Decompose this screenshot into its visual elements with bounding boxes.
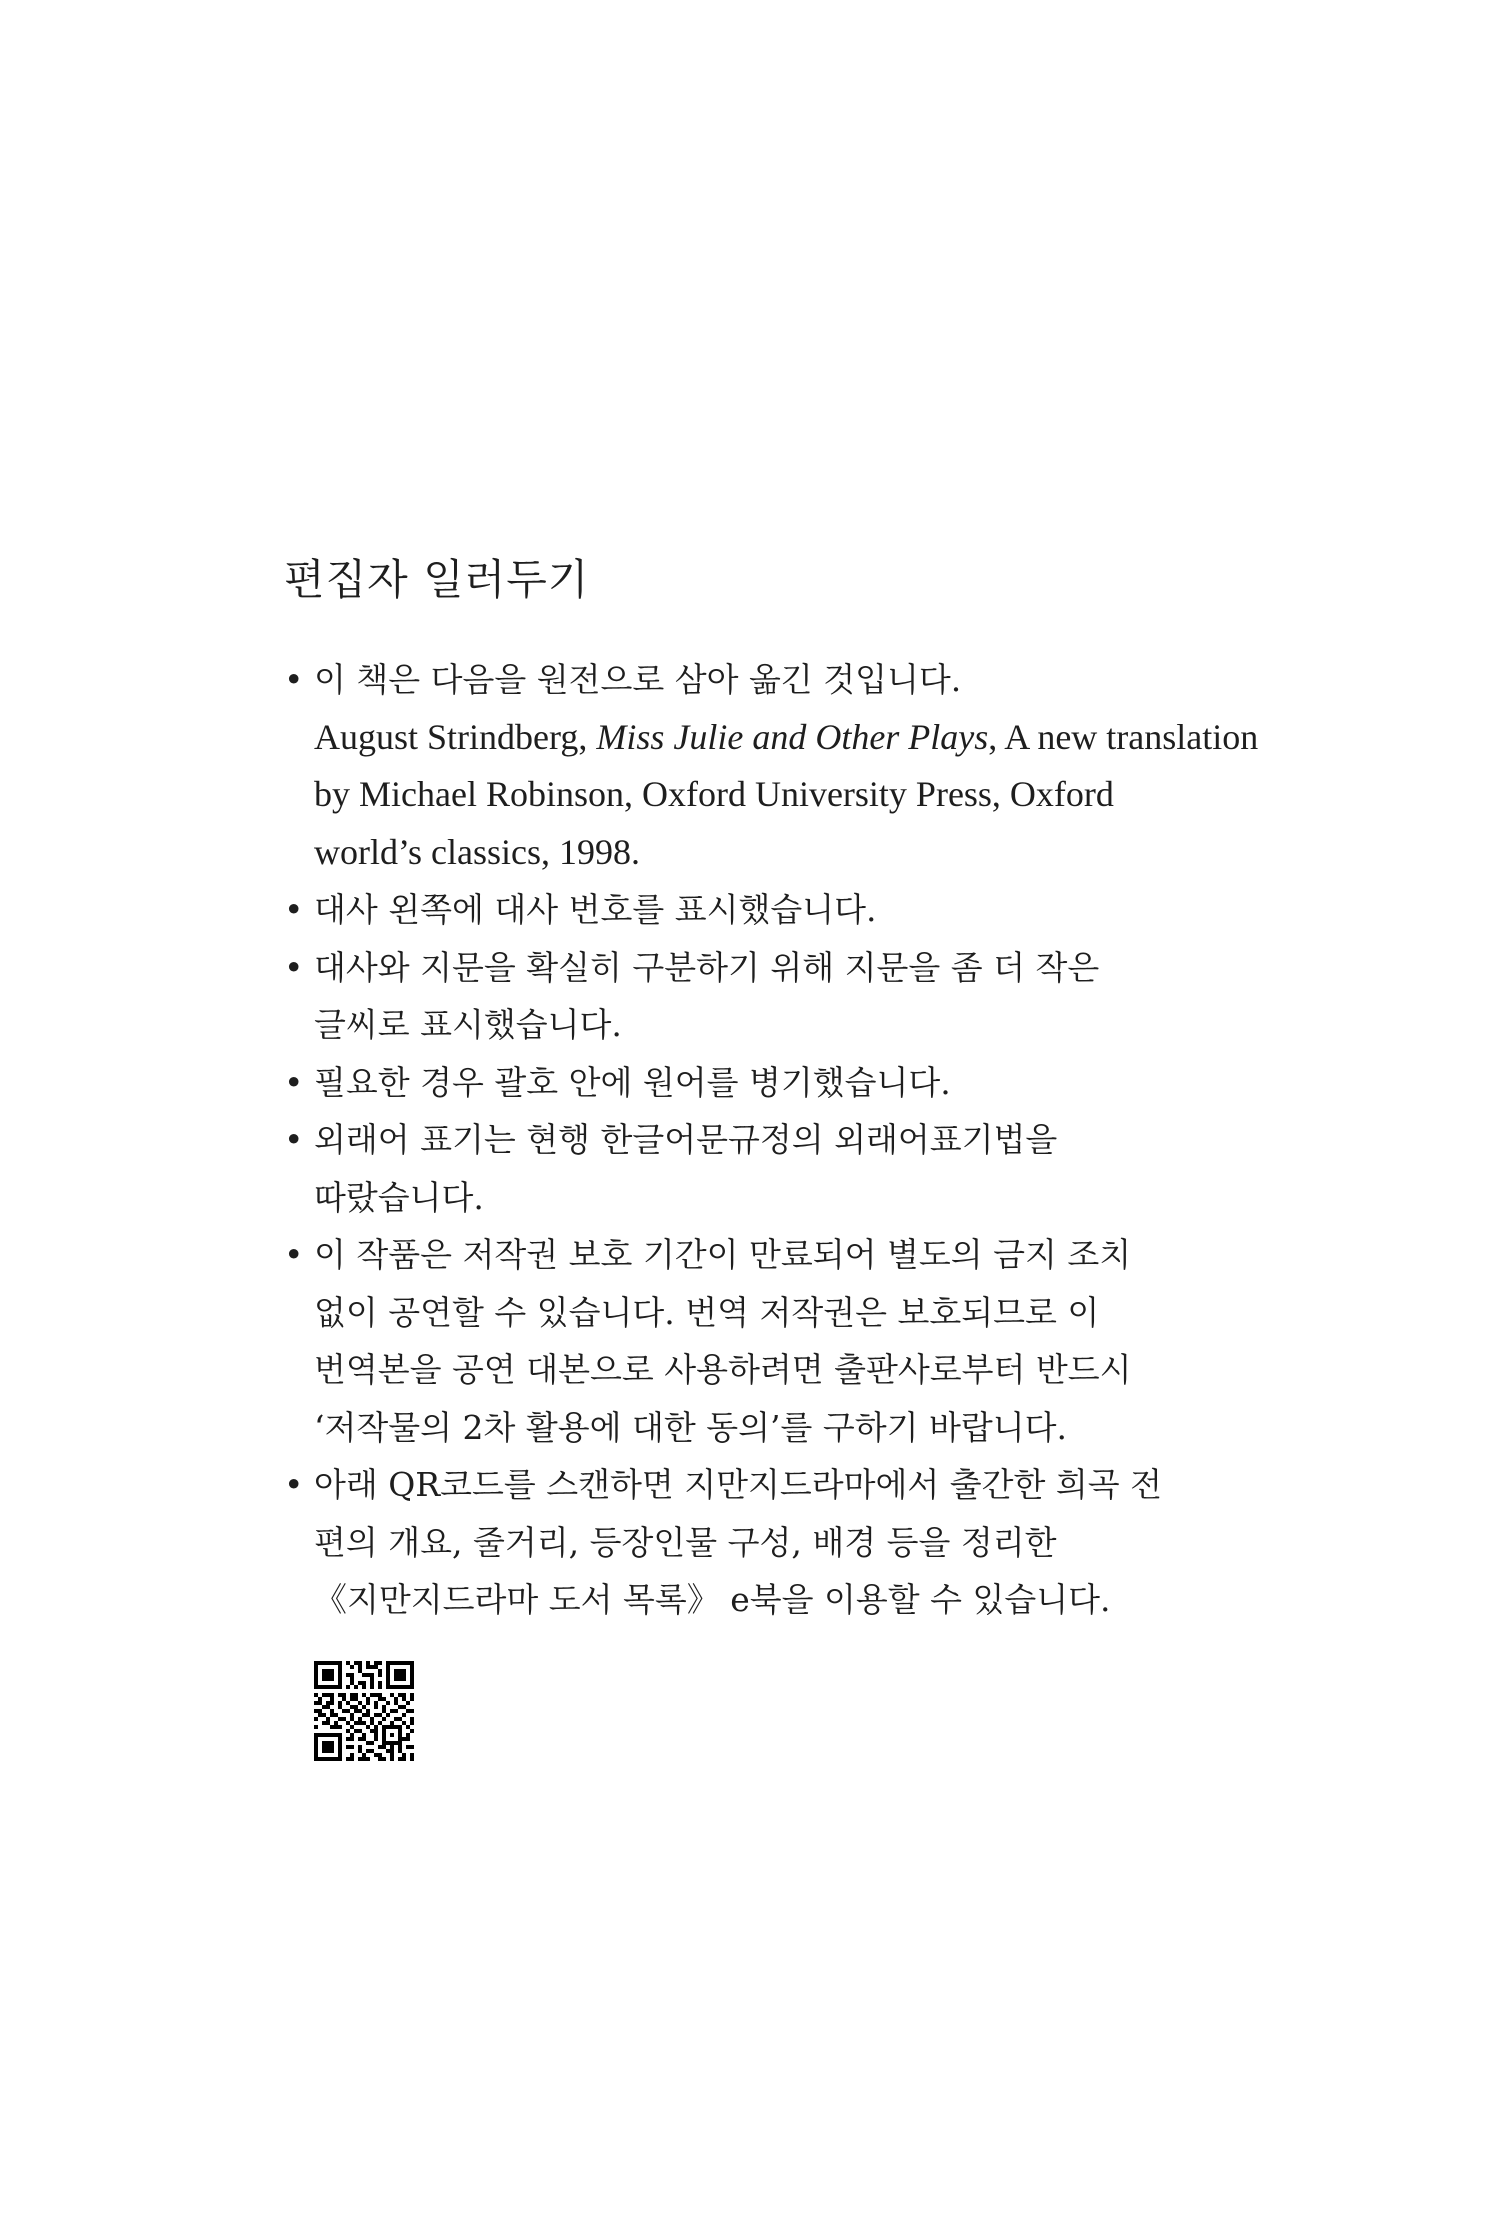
note-line: 이 작품은 저작권 보호 기간이 만료되어 별도의 금지 조치 [314,1235,1132,1275]
bullet: • [284,1120,304,1160]
editor-notes-section [284,555,1259,1761]
note-line: 글씨로 표시했습니다. [314,1005,622,1045]
source-title: Miss Julie and Other Plays [596,716,989,757]
list-item [284,1226,1244,1456]
source-translation: , A new translation [988,716,1259,757]
note-line: 따랐습니다. [314,1177,484,1217]
note-line: 필요한 경우 괄호 안에 원어를 병기했습니다. [314,1062,951,1102]
source-citation-line [314,709,1259,767]
note-line: ‘저작물의 2차 활용에 대한 동의’를 구하기 바랍니다. [314,1407,1067,1447]
note-line: 대사 왼쪽에 대사 번호를 표시했습니다. [314,890,877,930]
note-line: 대사와 지문을 확실히 구분하기 위해 지문을 좀 더 작은 [314,947,1100,987]
list-item [284,1054,1244,1112]
notes-list [284,651,1259,1629]
note-line: 《지만지드라마 도서 목록》 e북을 이용할 수 있습니다. [314,1580,1111,1620]
list-item [284,881,1244,939]
source-author: August Strindberg, [314,716,597,757]
bullet: • [284,1062,304,1102]
bullet: • [284,660,304,700]
note-line: 번역본을 공연 대본으로 사용하려면 출판사로부터 반드시 [314,1350,1132,1390]
note-line: 없이 공연할 수 있습니다. 번역 저작권은 보호되므로 이 [314,1292,1100,1332]
list-item [284,1456,1244,1629]
list-item [284,939,1244,1054]
list-item [284,651,1259,881]
bullet: • [284,890,304,930]
source-citation-line: world’s classics, 1998. [314,831,640,872]
source-citation-line: by Michael Robinson, Oxford University Press, Oxford [314,774,1114,815]
bullet: • [284,947,304,987]
page-title: 편집자 일러두기 [284,555,590,604]
qr-code-icon[interactable] [314,1661,414,1761]
list-item [284,1111,1244,1226]
note-line: 외래어 표기는 현행 한글어문규정의 외래어표기법을 [314,1120,1058,1160]
note-line: 이 책은 다음을 원전으로 삼아 옮긴 것입니다. [314,660,962,700]
note-line: 편의 개요, 줄거리, 등장인물 구성, 배경 등을 정리한 [314,1522,1057,1562]
bullet: • [284,1465,304,1505]
note-line: 아래 QR코드를 스캔하면 지만지드라마에서 출간한 희곡 전 [314,1465,1163,1505]
bullet: • [284,1235,304,1275]
